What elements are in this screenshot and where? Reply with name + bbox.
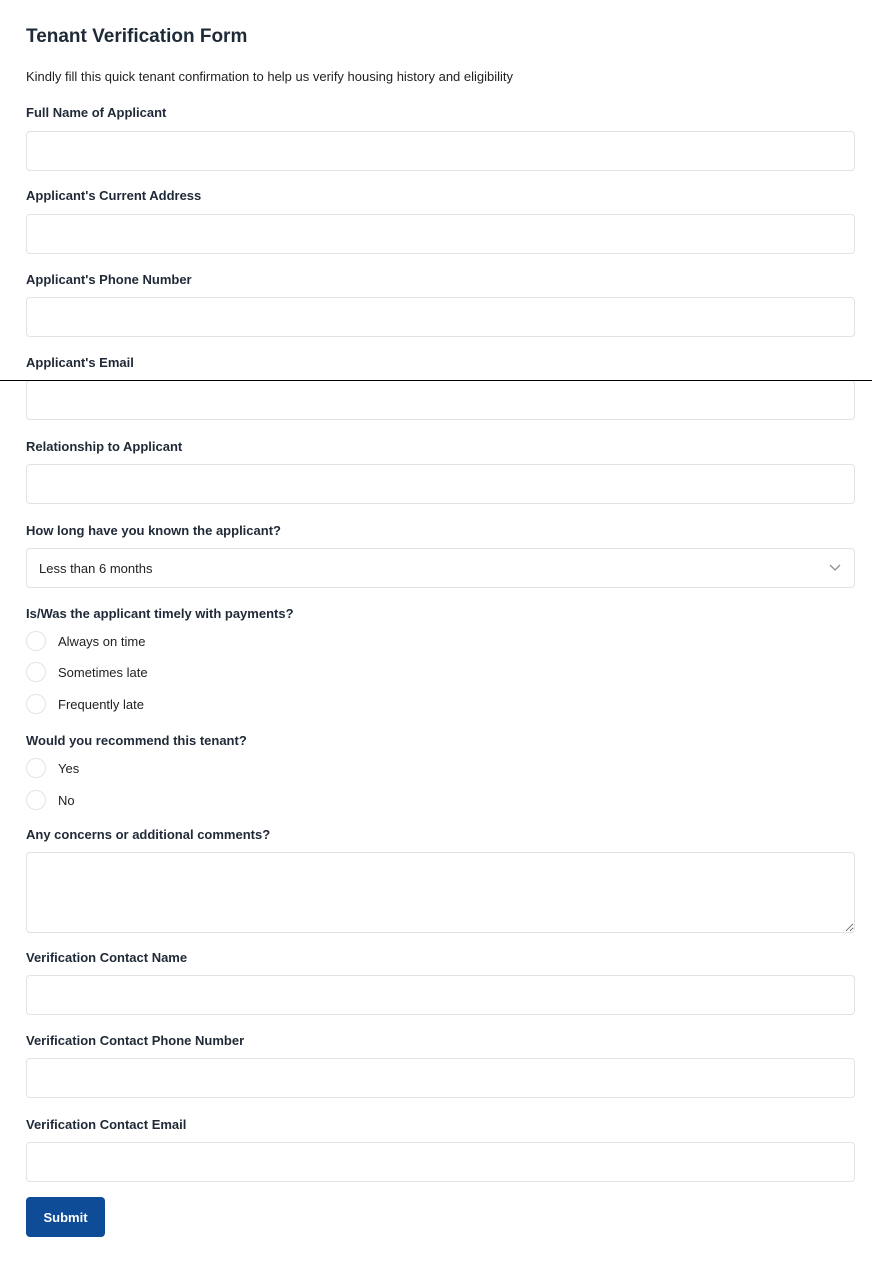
payments-option-frequently-late[interactable] xyxy=(26,693,144,715)
relationship-input[interactable] xyxy=(26,464,855,504)
comments-label: Any concerns or additional comments? xyxy=(26,827,271,842)
full-name-label: Full Name of Applicant xyxy=(26,105,167,120)
recommend-option-no[interactable] xyxy=(26,789,75,811)
email-input[interactable] xyxy=(26,380,855,420)
phone-input[interactable] xyxy=(26,297,855,337)
radio-label: Always on time xyxy=(58,633,146,649)
radio-button[interactable] xyxy=(26,694,46,714)
contact-phone-input[interactable] xyxy=(26,1058,855,1098)
radio-button[interactable] xyxy=(26,662,46,682)
comments-textarea[interactable] xyxy=(26,852,855,933)
payments-option-always-on-time[interactable] xyxy=(26,630,145,652)
radio-label: No xyxy=(58,792,75,808)
page-title: Tenant Verification Form xyxy=(26,26,248,47)
known-duration-select[interactable] xyxy=(26,548,855,588)
contact-name-label: Verification Contact Name xyxy=(26,950,188,965)
radio-button[interactable] xyxy=(26,758,46,778)
submit-button[interactable]: Submit xyxy=(26,1197,105,1237)
contact-email-input[interactable] xyxy=(26,1142,855,1182)
current-address-input[interactable] xyxy=(26,214,855,254)
radio-label: Yes xyxy=(58,760,80,776)
contact-email-label: Verification Contact Email xyxy=(26,1117,187,1132)
chevron-down-icon xyxy=(828,561,842,575)
relationship-label: Relationship to Applicant xyxy=(26,439,183,454)
radio-label: Sometimes late xyxy=(58,664,148,680)
radio-button[interactable] xyxy=(26,790,46,810)
contact-name-input[interactable] xyxy=(26,975,855,1015)
recommend-label: Would you recommend this tenant? xyxy=(26,733,247,748)
email-label: Applicant's Email xyxy=(26,355,134,370)
full-name-input[interactable] xyxy=(26,131,855,171)
recommend-option-yes[interactable] xyxy=(26,757,79,779)
payments-option-sometimes-late[interactable] xyxy=(26,661,148,683)
contact-phone-label: Verification Contact Phone Number xyxy=(26,1033,245,1048)
radio-label: Frequently late xyxy=(58,696,144,712)
known-duration-label: How long have you known the applicant? xyxy=(26,523,281,538)
page-divider xyxy=(0,380,872,381)
radio-button[interactable] xyxy=(26,631,46,651)
current-address-label: Applicant's Current Address xyxy=(26,188,202,203)
known-duration-selected-value: Less than 6 months xyxy=(39,560,153,576)
page-subtitle: Kindly fill this quick tenant confirmation to help us verify housing history and eligibility xyxy=(26,69,514,84)
payments-label: Is/Was the applicant timely with payments? xyxy=(26,606,294,621)
phone-label: Applicant's Phone Number xyxy=(26,272,192,287)
